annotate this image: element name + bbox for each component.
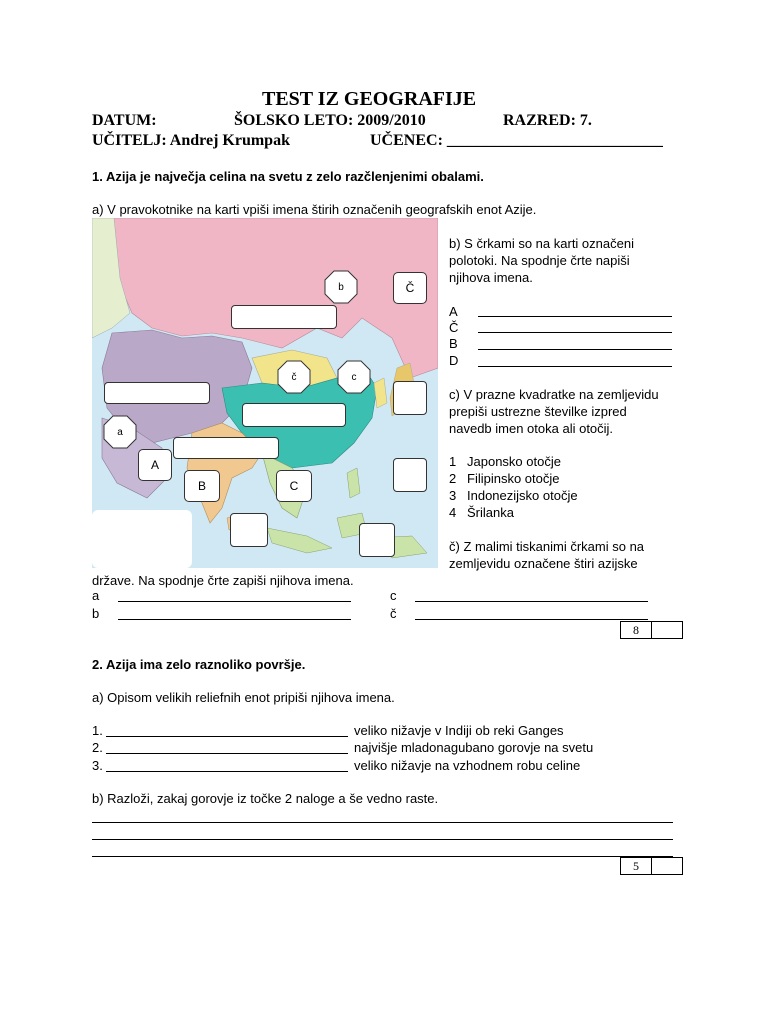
q2-score-box xyxy=(620,857,683,875)
country-answer-line-b[interactable] xyxy=(118,619,351,620)
q2-answer-line-3[interactable] xyxy=(106,771,348,772)
q1b-line-3: njihova imena. xyxy=(449,270,533,285)
q1-score-field[interactable] xyxy=(651,622,682,638)
page-title: TEST IZ GEOGRAFIJE xyxy=(262,88,477,110)
school-year: ŠOLSKO LETO: 2009/2010 xyxy=(234,112,426,129)
island-square-3[interactable] xyxy=(230,513,268,547)
country-label-b: b xyxy=(338,281,344,293)
q2-score-max: 5 xyxy=(633,859,639,873)
country-label-a: a xyxy=(117,426,123,438)
q2b-text: b) Razloži, zakaj gorovje iz točke 2 naloge a še vedno raste. xyxy=(92,791,439,806)
island-num-2: 2 xyxy=(449,471,457,486)
country-label-ch: č xyxy=(291,371,297,383)
date-label: DATUM: xyxy=(92,112,157,129)
peninsula-label-a: A xyxy=(138,449,172,481)
q1ch-line-1: č) Z malimi tiskanimi črkami so na xyxy=(449,539,645,554)
country-letter-a: a xyxy=(92,588,100,603)
q1b-line-2: polotoki. Na spodnje črte napiši xyxy=(449,253,630,268)
island-num-4: 4 xyxy=(449,505,457,520)
q2-item-desc-1: veliko nižavje v Indiji ob reki Ganges xyxy=(354,723,564,738)
island-name-1: Japonsko otočje xyxy=(467,454,561,469)
peninsula-label-c: C xyxy=(276,470,312,502)
island-name-3: Indonezijsko otočje xyxy=(467,488,578,503)
map-answer-rect-4[interactable] xyxy=(173,437,279,459)
q2-item-num-2: 2. xyxy=(92,740,103,755)
q2-answer-line-1[interactable] xyxy=(106,736,348,737)
island-name-2: Filipinsko otočje xyxy=(467,471,560,486)
q1b-letter-d: D xyxy=(449,353,459,368)
country-answer-line-c[interactable] xyxy=(415,601,648,602)
q2-item-desc-2: najvišje mladonagubano gorovje na svetu xyxy=(354,740,594,755)
q1-score-box xyxy=(620,621,683,639)
q1c-line-1: c) V prazne kvadratke na zemljevidu xyxy=(449,387,659,402)
q2-score-field[interactable] xyxy=(651,858,682,874)
q1c-line-2: prepiši ustrezne številke izpred xyxy=(449,404,627,419)
map-answer-rect-1[interactable] xyxy=(231,305,337,329)
q1c-line-3: navedb imen otoka ali otočij. xyxy=(449,421,614,436)
island-num-3: 3 xyxy=(449,488,457,503)
q1b-answer-line-d[interactable] xyxy=(478,366,672,367)
q1b-answer-line-a[interactable] xyxy=(478,316,672,317)
country-octagon-c xyxy=(337,360,371,394)
q2b-answer-line-1[interactable] xyxy=(92,822,673,823)
country-answer-line-a[interactable] xyxy=(118,601,351,602)
island-square-4[interactable] xyxy=(359,523,395,557)
q1b-letter-ch: Č xyxy=(449,320,459,335)
country-octagon-b xyxy=(324,270,358,304)
q2-heading: 2. Azija ima zelo raznoliko površje. xyxy=(92,657,306,672)
q2-item-desc-3: veliko nižavje na vzhodnem robu celine xyxy=(354,758,581,773)
student-field[interactable]: UČENEC: ___________________________ xyxy=(370,132,663,149)
island-name-4: Šrilanka xyxy=(467,505,514,520)
q1b-answer-line-b[interactable] xyxy=(478,349,672,350)
country-label-c: c xyxy=(351,371,357,383)
q2b-answer-line-2[interactable] xyxy=(92,839,673,840)
island-square-1[interactable] xyxy=(393,381,427,415)
q2b-answer-line-3[interactable] xyxy=(92,856,673,857)
teacher-label: UČITELJ: Andrej Krumpak xyxy=(92,132,290,149)
island-square-2[interactable] xyxy=(393,458,427,492)
country-letter-c: c xyxy=(390,588,397,603)
peninsula-label-ch: Č xyxy=(393,272,427,304)
country-answer-line-ch[interactable] xyxy=(415,619,648,620)
q1a-text: a) V pravokotnike na karti vpiši imena štirih označenih geografskih enot Azije. xyxy=(92,202,537,217)
map-answer-rect-2[interactable] xyxy=(104,382,210,404)
q1b-letter-a: A xyxy=(449,304,458,319)
q1ch-line-2: zemljevidu označene štiri azijske xyxy=(449,556,638,571)
peninsula-label-b: B xyxy=(184,470,220,502)
q2a-text: a) Opisom velikih reliefnih enot pripiši njihova imena. xyxy=(92,690,395,705)
q1b-line-1: b) S črkami so na karti označeni xyxy=(449,236,634,251)
country-octagon-a xyxy=(103,415,137,449)
country-octagon-ch xyxy=(277,360,311,394)
q1b-answer-line-ch[interactable] xyxy=(478,332,672,333)
q1ch-line-3: države. Na spodnje črte zapiši njihova imena. xyxy=(92,573,354,588)
grade-label: RAZRED: 7. xyxy=(503,112,592,129)
q2-item-num-1: 1. xyxy=(92,723,103,738)
q2-answer-line-2[interactable] xyxy=(106,753,348,754)
island-num-1: 1 xyxy=(449,454,457,469)
q1b-letter-b: B xyxy=(449,336,458,351)
country-letter-ch: č xyxy=(390,606,397,621)
country-letter-b: b xyxy=(92,606,100,621)
q2-item-num-3: 3. xyxy=(92,758,103,773)
q1-heading: 1. Azija je največja celina na svetu z zelo razčlenjenimi obalami. xyxy=(92,169,484,184)
q1-score-max: 8 xyxy=(633,623,639,637)
map-answer-rect-3[interactable] xyxy=(242,403,346,427)
